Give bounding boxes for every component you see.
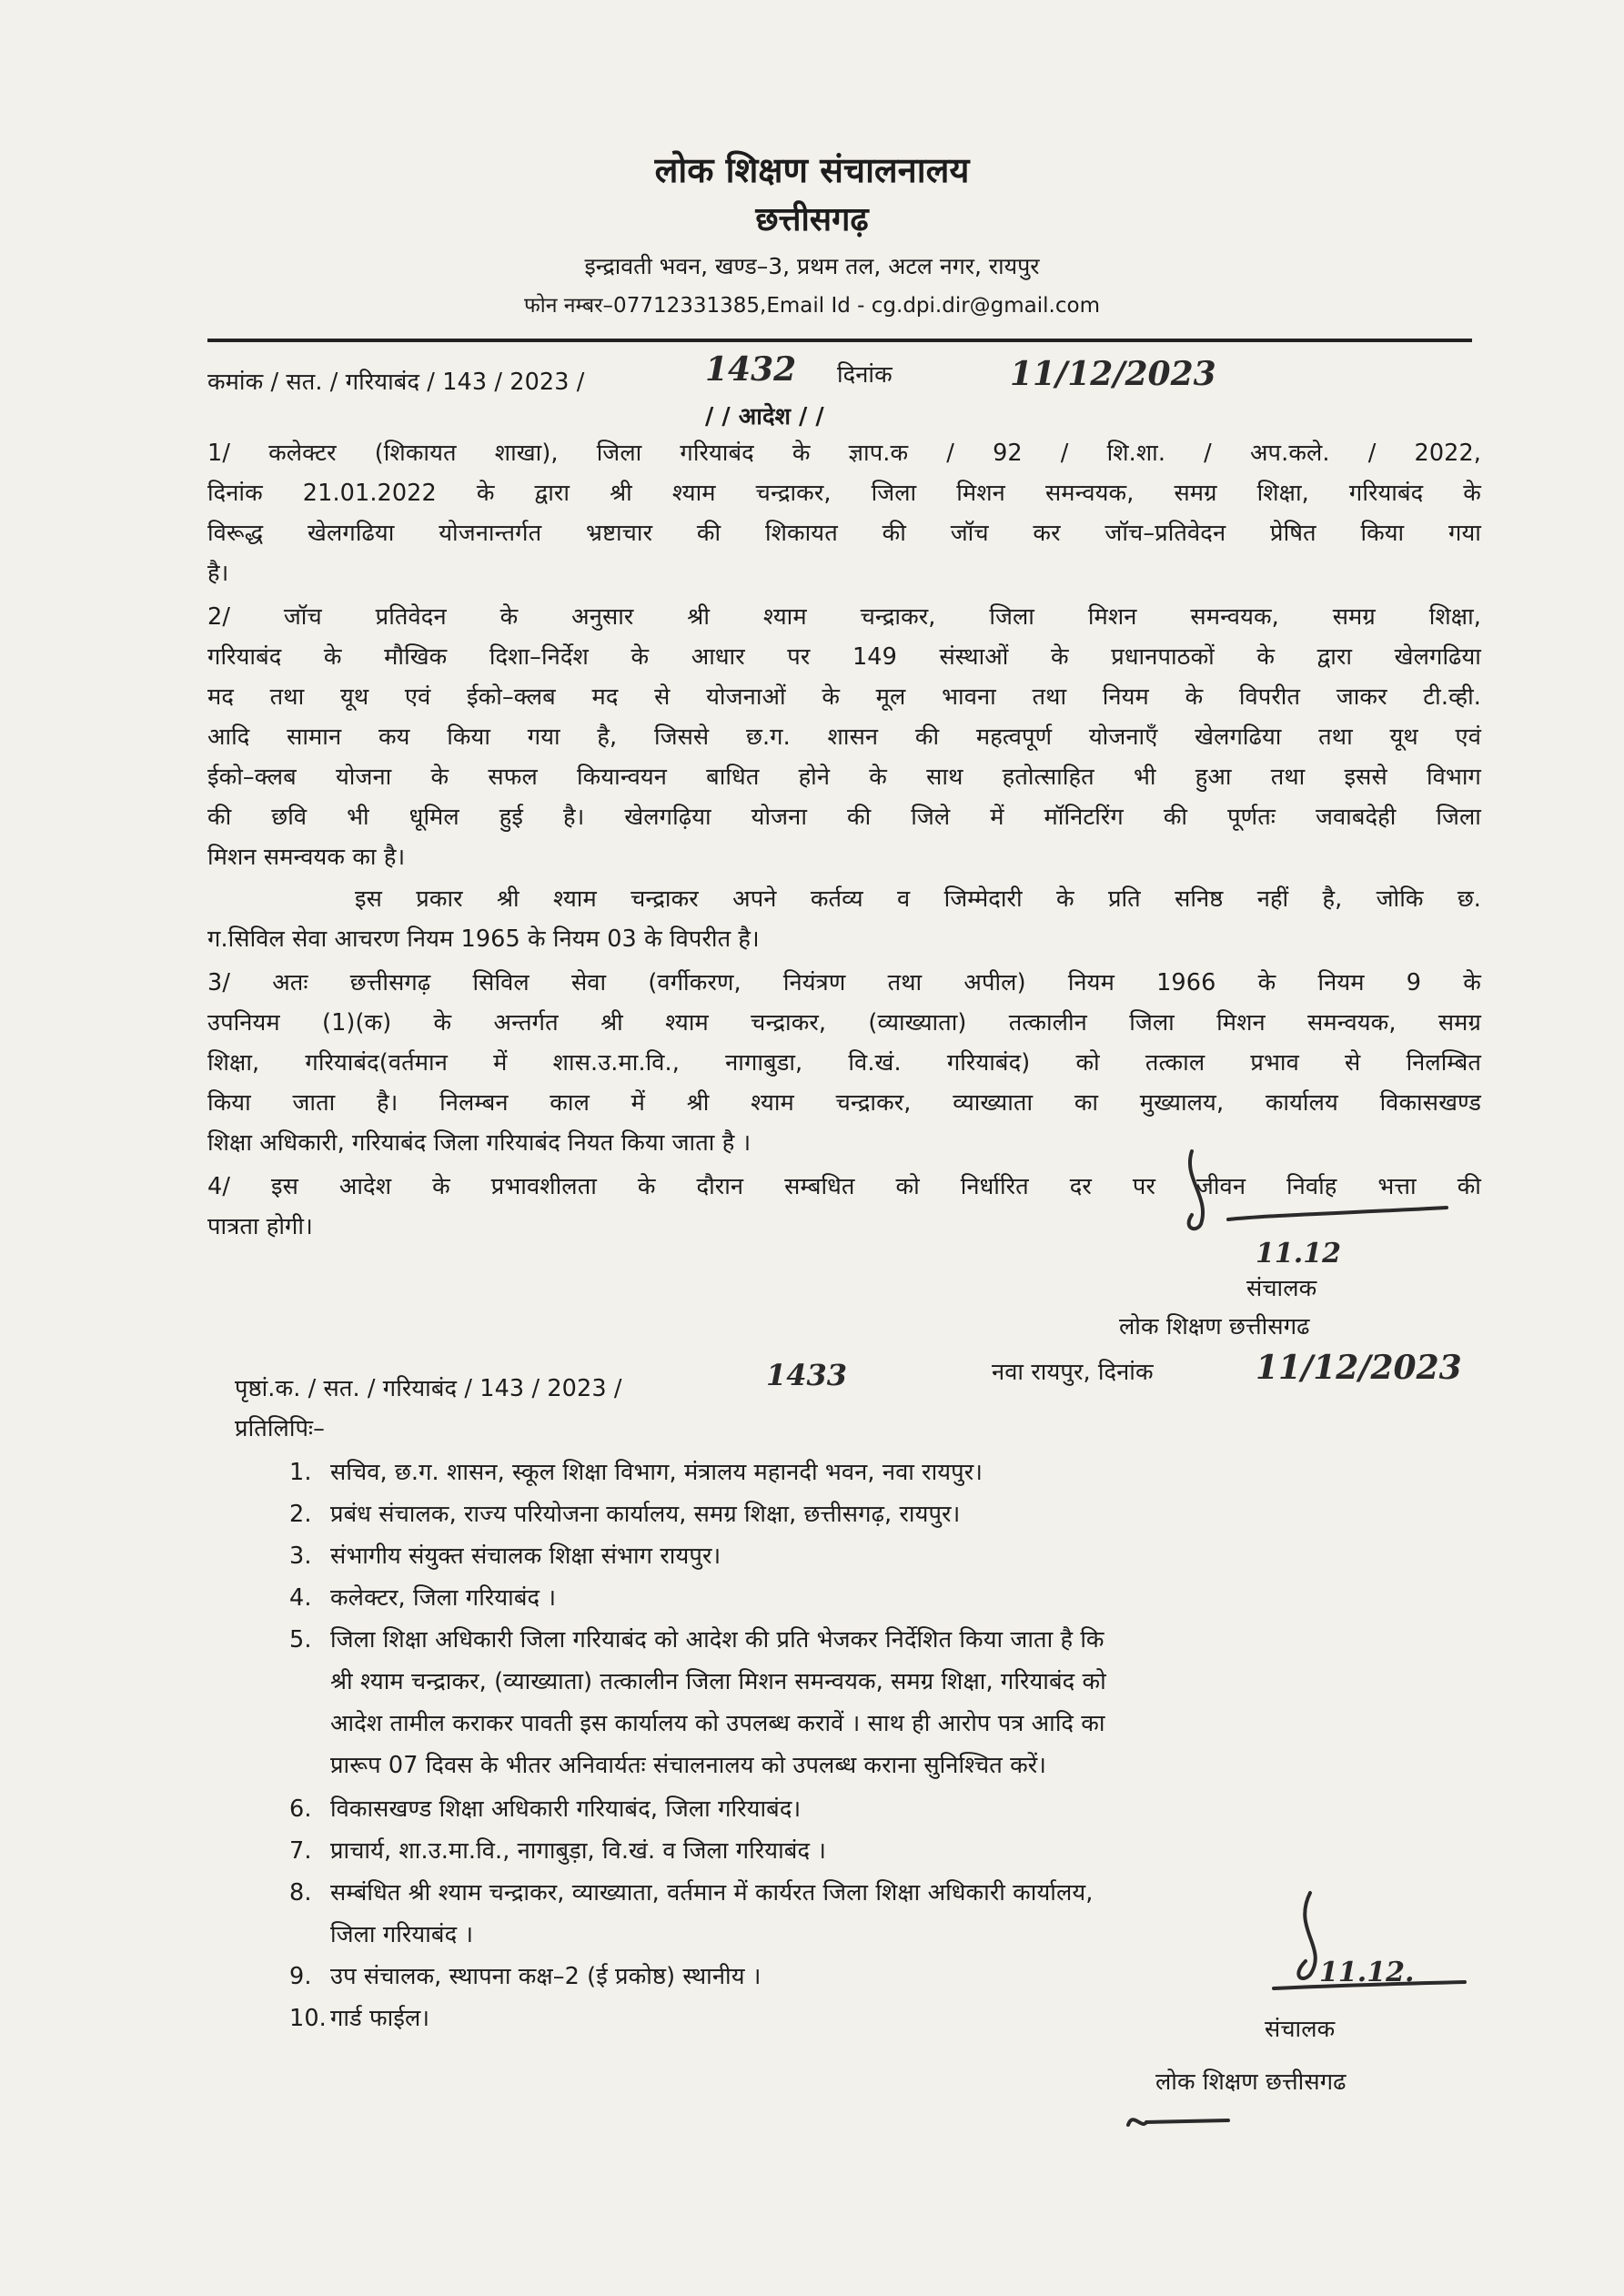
copy-item	[289, 1835, 826, 1866]
signature-1-date: 11.12	[1256, 1238, 1341, 1269]
signature-2-office: लोक शिक्षण छत्तीसगढ	[1155, 2068, 1347, 2096]
copy-text: जिला शिक्षा अधिकारी जिला गरियाबंद को आदेश की प्रति भेजकर निर्देशित किया जाता है कि	[330, 1626, 1105, 1654]
copy-text: प्रबंध संचालक, राज्य परियोजना कार्यालय, समग्र शिक्षा, छत्तीसगढ़, रायपुर।	[330, 1501, 961, 1528]
copy-num: 6.	[289, 1795, 312, 1823]
order-date-label: दिनांक	[837, 361, 893, 389]
text-line: 4/ इस आदेश के प्रभावशीलता के दौरान सम्बधित को निर्धारित दर पर जीवन निर्वाह भत्ता की	[207, 1173, 1481, 1200]
endorsement-number-label: पृष्ठां.क. / सत. / गरियाबंद / 143 / 2023 /	[235, 1375, 622, 1402]
copy-item	[289, 2002, 429, 2033]
text-line: है।	[207, 560, 229, 587]
signature-1-office: लोक शिक्षण छत्तीसगढ	[1119, 1313, 1310, 1340]
office-contact: फोन नम्बर–07712331385,Email Id - cg.dpi.dir@gmail.com	[524, 294, 1100, 318]
copy-text: कलेक्टर, जिला गरियाबंद ।	[330, 1584, 557, 1612]
copy-text-cont: जिला गरियाबंद ।	[330, 1921, 474, 1948]
copy-num: 10.	[289, 2005, 327, 2032]
copy-text-cont: आदेश तामील कराकर पावती इस कार्यालय को उपलब्ध करावें । साथ ही आरोप पत्र आदि का	[330, 1710, 1105, 1737]
copy-item	[289, 1623, 1105, 1654]
copy-num: 1.	[289, 1459, 312, 1486]
text-line: मिशन समन्वयक का है।	[207, 844, 406, 871]
endorsement-place-date: नवा रायपुर, दिनांक	[992, 1359, 1154, 1386]
copy-num: 4.	[289, 1584, 312, 1612]
copy-num: 5.	[289, 1626, 312, 1654]
text-line: गरियाबंद के मौखिक दिशा–निर्देश के आधार पर 149 संस्थाओं के प्रधानपाठकों के द्वारा खेलगढिया	[207, 643, 1481, 671]
copy-to-label: प्रतिलिपिः–	[235, 1415, 326, 1442]
copy-num: 9.	[289, 1963, 312, 1990]
text-line: इस प्रकार श्री श्याम चन्द्राकर अपने कर्तव्य व जिम्मेदारी के प्रति सनिष्ठ नहीं है, जोकि छ.	[355, 885, 1481, 913]
copy-text: संभागीय संयुक्त संचालक शिक्षा संभाग रायपुर।	[330, 1542, 721, 1570]
copy-num: 7.	[289, 1837, 312, 1865]
copy-item	[289, 1498, 960, 1529]
copy-text: उप संचालक, स्थापना कक्ष–2 (ई प्रकोष्ठ) स्थानीय ।	[330, 1963, 762, 1990]
org-name: लोक शिक्षण संचालनालय	[654, 150, 970, 190]
text-line: शिक्षा, गरियाबंद(वर्तमान में शास.उ.मा.वि., नागाबुडा, वि.खं. गरियाबंद) को तत्काल प्रभाव से निलम्बित	[207, 1049, 1481, 1077]
copy-item	[289, 1582, 556, 1613]
copy-text: प्राचार्य, शा.उ.मा.वि., नागाबुड़ा, वि.खं. व जिला गरियाबंद ।	[330, 1837, 827, 1865]
copy-num: 2.	[289, 1501, 312, 1528]
copy-text: गार्ड फाईल।	[330, 2005, 430, 2032]
state-name: छत्तीसगढ़	[755, 201, 869, 238]
signature-2-designation: संचालक	[1265, 2016, 1336, 2043]
order-number-handwritten: 1432	[705, 350, 797, 389]
header-divider	[207, 339, 1472, 342]
office-address: इन्द्रावती भवन, खण्ड–3, प्रथम तल, अटल नगर, रायपुर	[584, 253, 1040, 279]
copy-item	[289, 1456, 983, 1487]
text-line: किया जाता है। निलम्बन काल में श्री श्याम चन्द्राकर, व्याख्याता का मुख्यालय, कार्यालय विकासखण्ड	[207, 1089, 1481, 1117]
copy-item	[289, 1960, 762, 1991]
copy-text: सम्बंधित श्री श्याम चन्द्राकर, व्याख्याता, वर्तमान में कार्यरत जिला शिक्षा अधिकारी कार्यालय,	[330, 1879, 1094, 1907]
signature-1-scribble	[1165, 1142, 1474, 1251]
copy-item	[289, 1540, 721, 1571]
text-line: 1/ कलेक्टर (शिकायत शाखा), जिला गरियाबंद के ज्ञाप.क / 92 / शि.शा. / अप.कले. / 2022,	[207, 440, 1481, 467]
text-line: ईको–क्लब योजना के सफल कियान्वयन बाधित होने के साथ हतोत्साहित भी हुआ तथा इससे विभाग	[207, 764, 1481, 791]
text-line: उपनियम (1)(क) के अन्तर्गत श्री श्याम चन्द्राकर, (व्याख्याता) तत्कालीन जिला मिशन समन्वयक, समग्र	[207, 1009, 1481, 1037]
text-line: शिक्षा अधिकारी, गरियाबंद जिला गरियाबंद नियत किया जाता है ।	[207, 1129, 751, 1157]
order-number-label: कमांक / सत. / गरियाबंद / 143 / 2023 /	[207, 369, 585, 396]
copy-item	[289, 1793, 801, 1824]
copy-num: 3.	[289, 1542, 312, 1570]
text-line: 3/ अतः छत्तीसगढ़ सिविल सेवा (वर्गीकरण, नियंत्रण तथा अपील) नियम 1966 के नियम 9 के	[207, 969, 1481, 996]
order-date-handwritten: 11/12/2023	[1010, 355, 1216, 393]
initial-mark	[1119, 2102, 1246, 2139]
text-line: की छवि भी धूमिल हुई है। खेलगढ़िया योजना की जिले में मॉनिटरिंग की पूर्णतः जवाबदेही जिला	[207, 804, 1481, 831]
copy-num: 8.	[289, 1879, 312, 1907]
copy-text-cont: श्री श्याम चन्द्राकर, (व्याख्याता) तत्कालीन जिला मिशन समन्वयक, समग्र शिक्षा, गरियाबंद को	[330, 1668, 1106, 1695]
signature-2-date: 11.12.	[1319, 1957, 1415, 1988]
endorsement-number-handwritten: 1433	[766, 1358, 848, 1392]
copy-item	[289, 1876, 1093, 1907]
copy-text-cont: प्रारूप 07 दिवस के भीतर अनिवार्यतः संचालनालय को उपलब्ध कराना सुनिश्चित करें।	[330, 1752, 1047, 1779]
order-heading: / / आदेश / /	[705, 403, 824, 430]
text-line: 2/ जॉच प्रतिवेदन के अनुसार श्री श्याम चन्द्राकर, जिला मिशन समन्वयक, समग्र शिक्षा,	[207, 603, 1481, 631]
endorsement-date-handwritten: 11/12/2023	[1256, 1349, 1462, 1387]
text-line: मद तथा यूथ एवं ईको–क्लब मद से योजनाओं के मूल भावना तथा नियम के विपरीत जाकर टी.व्ही.	[207, 683, 1481, 711]
text-line: पात्रता होगी।	[207, 1213, 313, 1240]
text-line: विरूद्ध खेलगढिया योजनान्तर्गत भ्रष्टाचार की शिकायत की जॉच कर जॉच–प्रतिवेदन प्रेषित किया गया	[207, 520, 1481, 547]
text-line: दिनांक 21.01.2022 के द्वारा श्री श्याम चन्द्राकर, जिला मिशन समन्वयक, समग्र शिक्षा, गरियाबंद के	[207, 480, 1481, 507]
copy-text: विकासखण्ड शिक्षा अधिकारी गरियाबंद, जिला गरियाबंद।	[330, 1795, 802, 1823]
signature-1-designation: संचालक	[1246, 1275, 1317, 1302]
text-line: आदि सामान कय किया गया है, जिससे छ.ग. शासन की महत्वपूर्ण योजनाएँ खेलगढिया तथा यूथ एवं	[207, 723, 1481, 751]
copy-text: सचिव, छ.ग. शासन, स्कूल शिक्षा विभाग, मंत्रालय महानदी भवन, नवा रायपुर।	[330, 1459, 983, 1486]
text-line: ग.सिविल सेवा आचरण नियम 1965 के नियम 03 के विपरीत है।	[207, 925, 760, 953]
